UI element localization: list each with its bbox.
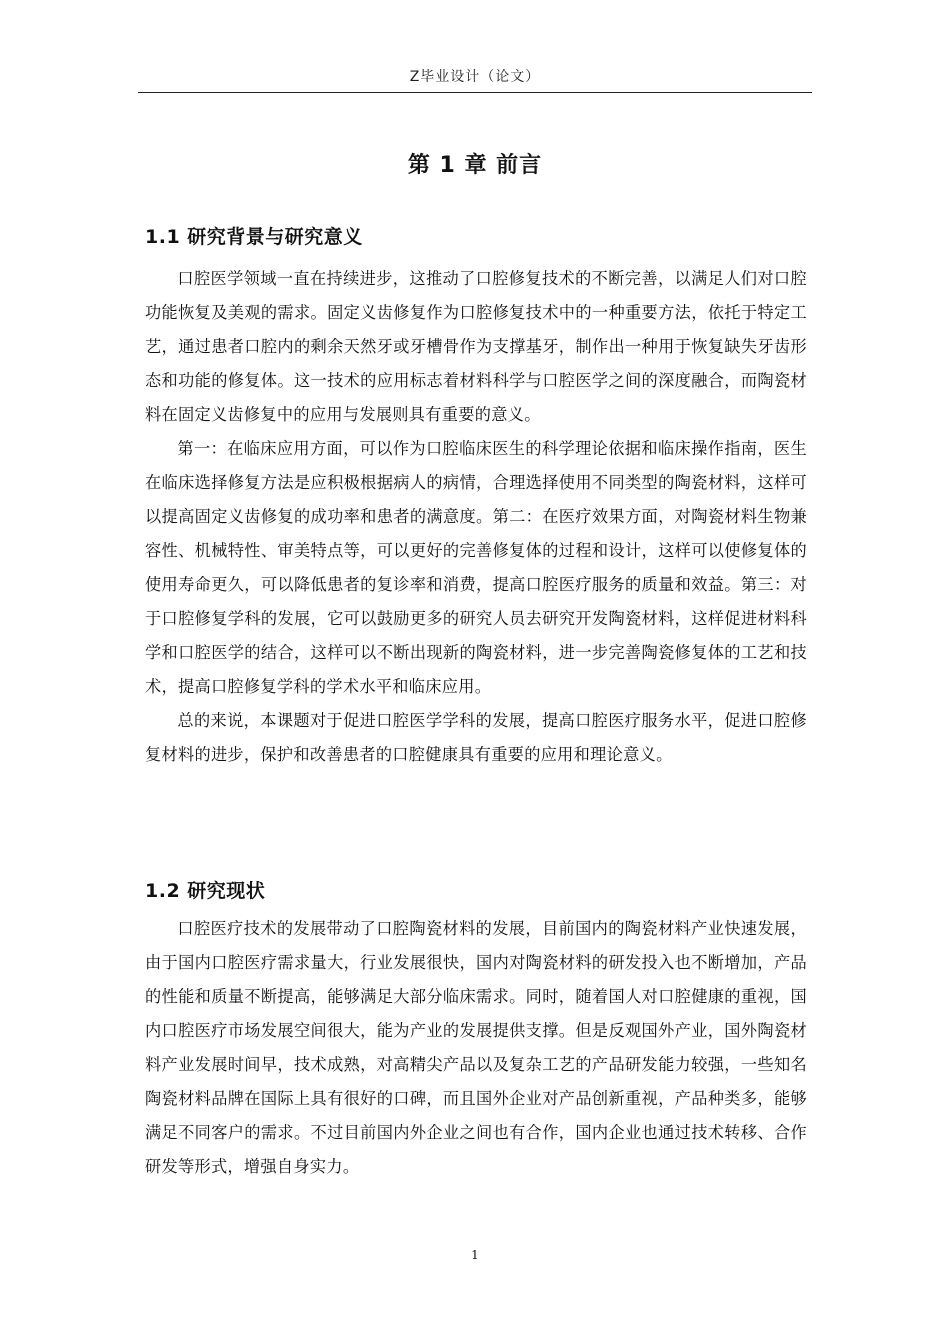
header-divider (138, 92, 812, 93)
section-body-1-2 (145, 912, 807, 1184)
page-number: 1 (471, 1248, 479, 1262)
paragraph: 第一：在临床应用方面，可以作为口腔临床医生的科学理论依据和临床操作指南，医生在临床选择修复方法是应积极根据病人的病情，合理选择使用不同类型的陶瓷材料，这样可以提高固定义齿修复的成功率和患者的满意度。第二：在医疗效果方面，对陶瓷材料生物兼容性、机械特性、审美特点等，可以更好的完善修复体的过程和设计，这样可以使修复体的使用寿命更久，可以降低患者的复诊率和消费，提高口腔医疗服务的质量和效益。第三：对于口腔修复学科的发展，它可以鼓励更多的研究人员去研究开发陶瓷材料，这样促进材料科学和口腔医学的结合，这样可以不断出现新的陶瓷材料，进一步完善陶瓷修复体的工艺和技术，提高口腔修复学科的学术水平和临床应用。 (145, 439, 807, 696)
running-header: Z毕业设计（论文） (409, 69, 541, 85)
paragraph: 口腔医疗技术的发展带动了口腔陶瓷材料的发展，目前国内的陶瓷材料产业快速发展，由于国内口腔医疗需求量大，行业发展很快，国内对陶瓷材料的研发投入也不断增加，产品的性能和质量不断提高，能够满足大部分临床需求。同时，随着国人对口腔健康的重视，国内口腔医疗市场发展空间很大，能为产业的发展提供支撑。但是反观国外产业，国外陶瓷材料产业发展时间早，技术成熟，对高精尖产品以及复杂工艺的产品研发能力较强，一些知名陶瓷材料品牌在国际上具有很好的口碑，而且国外企业对产品创新重视，产品种类多，能够满足不同客户的需求。不过目前国内外企业之间也有合作，国内企业也通过技术转移、合作研发等形式，增强自身实力。 (145, 919, 807, 1176)
section-body-1-1 (145, 262, 807, 772)
paragraph: 总的来说，本课题对于促进口腔医学学科的发展，提高口腔医疗服务水平，促进口腔修复材料的进步，保护和改善患者的口腔健康具有重要的应用和理论意义。 (145, 711, 807, 764)
chapter-title: 第 1 章 前言 (407, 153, 543, 178)
section-heading-1-1: 1.1 研究背景与研究意义 (145, 226, 363, 248)
section-heading-1-2: 1.2 研究现状 (145, 880, 266, 902)
paragraph: 口腔医学领域一直在持续进步，这推动了口腔修复技术的不断完善，以满足人们对口腔功能恢复及美观的需求。固定义齿修复作为口腔修复技术中的一种重要方法，依托于特定工艺，通过患者口腔内的剩余天然牙或牙槽骨作为支撑基牙，制作出一种用于恢复缺失牙齿形态和功能的修复体。这一技术的应用标志着材料科学与口腔医学之间的深度融合，而陶瓷材料在固定义齿修复中的应用与发展则具有重要的意义。 (145, 269, 807, 424)
